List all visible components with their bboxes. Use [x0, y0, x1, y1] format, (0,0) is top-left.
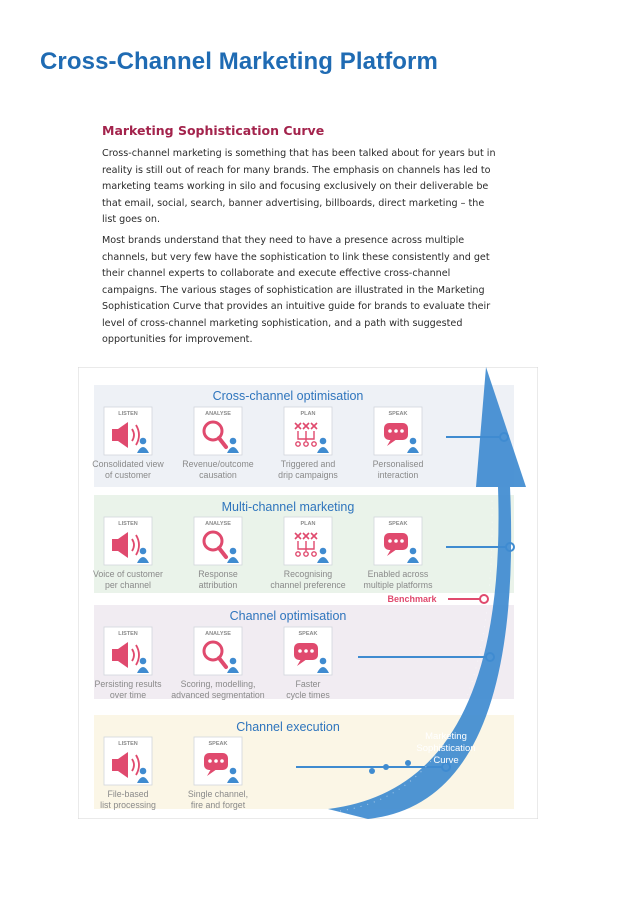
marketing-sophistication-infographic [78, 367, 538, 819]
benchmark-label: Benchmark [387, 594, 437, 604]
tile-caption: Recognising [283, 569, 333, 579]
tile-caption: Voice of customer [93, 569, 163, 579]
tile-caption: list processing [100, 800, 156, 810]
tile-caption: cycle times [286, 690, 330, 700]
bubble-dot [310, 649, 314, 653]
tier-2 [94, 605, 514, 700]
bubble-dot [400, 539, 404, 543]
bubble-dot [220, 759, 224, 763]
tile-listen [100, 737, 156, 810]
tile-tag: SPEAK [208, 741, 228, 747]
tile-tag: LISTEN [118, 631, 138, 637]
tile-tag: ANALYSE [205, 521, 231, 527]
tile-caption: over time [109, 690, 147, 700]
curve-label: Curve [433, 755, 459, 766]
detail-paragraph: Most brands understand that they need to have a presence across multiple channels, but very few have the sophistication to link these consistently and get their channel experts to collaborate and execute effective cross-channel campaigns. The various stages of sophistication are illustrated in the Marketing Sophistication Curve that provides an intuitive guide for brands to evaluate their level of cross-channel marketing sophistication, and a path with suggested opportunities for improvement. [102, 235, 491, 345]
tile-tag: LISTEN [118, 521, 138, 527]
tile-caption: fire and forget [190, 800, 246, 810]
bubble-dot [304, 649, 308, 653]
tile-caption: Single channel, [187, 789, 249, 799]
curve-dot [405, 760, 411, 766]
tile-caption: per channel [105, 580, 151, 590]
person-head [230, 658, 237, 665]
bubble-dot [214, 759, 218, 763]
speaker-body [112, 649, 118, 661]
tile-tag: SPEAK [388, 521, 408, 527]
tile-caption: causation [199, 470, 237, 480]
person-head [410, 438, 417, 445]
tile-plan [278, 407, 338, 480]
tile-caption: Triggered and [280, 459, 336, 469]
tile-caption: interaction [377, 470, 419, 480]
person-head [230, 438, 237, 445]
person-head [410, 548, 417, 555]
page-title: Cross-Channel Marketing Platform [40, 48, 438, 75]
tile-speak [188, 737, 248, 810]
curve-dot [383, 764, 389, 770]
tile-caption: Faster [295, 679, 321, 689]
tile-caption: Scoring, modelling, [180, 679, 256, 689]
bubble-dot [388, 429, 392, 433]
person-head [140, 438, 147, 445]
tile-caption: Persisting results [94, 679, 162, 689]
tile-caption: channel preference [270, 580, 346, 590]
section-heading: Marketing Sophistication Curve [102, 123, 325, 138]
bubble-dot [388, 539, 392, 543]
tile-tag: LISTEN [118, 411, 138, 417]
bubble-dot [400, 429, 404, 433]
person-head [140, 658, 147, 665]
benchmark-node [480, 595, 488, 603]
tile-caption: File-based [107, 789, 149, 799]
person-head [320, 548, 327, 555]
tier-title: Cross-channel optimisation [212, 389, 364, 403]
curve-label: Marketing [425, 731, 467, 742]
tile-tag: PLAN [300, 521, 316, 527]
curve-dot [369, 768, 375, 774]
person-head [320, 438, 327, 445]
tier-0 [92, 385, 514, 487]
person-head [320, 658, 327, 665]
tier-1 [93, 495, 514, 593]
tile-caption: drip campaigns [278, 470, 338, 480]
tile-caption: advanced segmentation [171, 690, 265, 700]
tile-caption: attribution [198, 580, 238, 590]
tile-caption: of customer [105, 470, 151, 480]
tile-tag: PLAN [300, 411, 316, 417]
tile-caption: Revenue/outcome [182, 459, 254, 469]
tile-tag: SPEAK [388, 411, 408, 417]
curve-label: Sophistication [416, 743, 476, 754]
tier-title: Channel execution [236, 720, 340, 734]
tile-tag: LISTEN [118, 741, 138, 747]
tile-speak [373, 407, 424, 480]
tile-tag: ANALYSE [205, 411, 231, 417]
bubble-dot [394, 429, 398, 433]
person-head [140, 768, 147, 775]
bubble-dot [208, 759, 212, 763]
person-head [140, 548, 147, 555]
tile-caption: multiple platforms [363, 580, 433, 590]
speaker-body [112, 759, 118, 771]
person-head [230, 548, 237, 555]
tier-title: Multi-channel marketing [221, 500, 355, 514]
tile-analyse [194, 517, 242, 590]
bubble-dot [298, 649, 302, 653]
tile-speak [284, 627, 332, 700]
tile-tag: ANALYSE [205, 631, 231, 637]
tile-caption: Personalised [372, 459, 424, 469]
tile-caption: Enabled across [367, 569, 429, 579]
intro-paragraph: Cross-channel marketing is something that has been talked about for years but in reality is still out of reach for many brands. The emphasis on channels has led to marketing teams working in silo and focusing exclusively on their deliverable be that email, social, search, banner advertising, billboards, direct marketing – the list goes on. [102, 148, 496, 225]
tile-caption: Response [198, 569, 238, 579]
speaker-body [112, 429, 118, 441]
tile-tag: SPEAK [298, 631, 318, 637]
bubble-dot [394, 539, 398, 543]
speaker-body [112, 539, 118, 551]
tile-caption: Consolidated view [92, 459, 164, 469]
tier-title: Channel optimisation [229, 609, 347, 623]
person-head [230, 768, 237, 775]
